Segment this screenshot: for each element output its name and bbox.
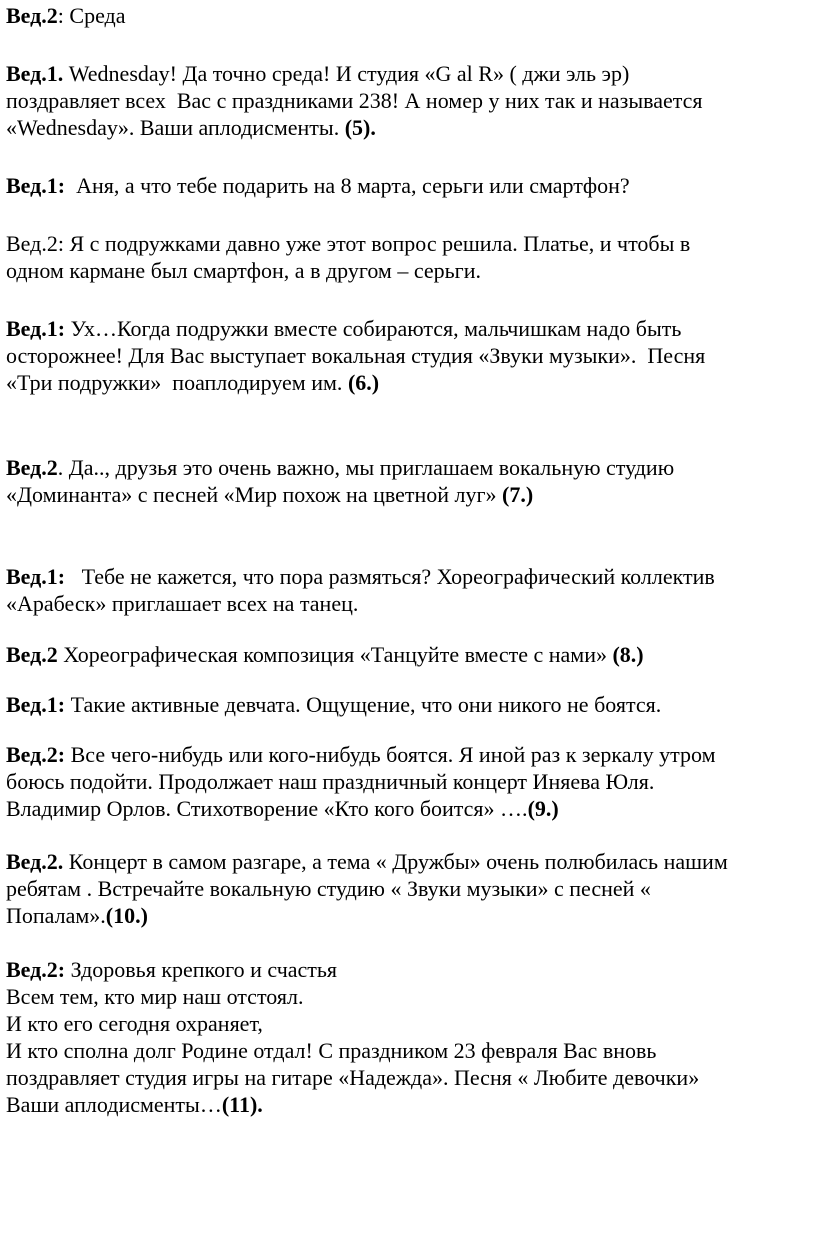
text-run: . Да.., друзья это очень важно, мы приглашаем вокальную студию (57, 455, 675, 480)
text-run: ребятам . Встречайте вокальную студию « Звуки музыки» с песней « (6, 876, 651, 901)
paragraph-1 (6, 2, 806, 29)
paragraph-9 (6, 691, 806, 718)
text-run: «Три подружки» поаплодируем им. (6, 370, 348, 395)
paragraph-7 (6, 563, 806, 617)
text-run: «Доминанта» с песней «Мир похож на цветной луг» (6, 482, 503, 507)
text-run: Всем тем, кто мир наш отстоял. (6, 984, 304, 1009)
text-run: боюсь подойти. Продолжает наш праздничный концерт Иняева Юля. (6, 769, 655, 794)
bold-text-run: Вед.1. (6, 61, 64, 86)
text-run: : Среда (57, 3, 126, 28)
text-run: Владимир Орлов. Стихотворение «Кто кого боится» …. (6, 796, 528, 821)
bold-text-run: Вед.2 (6, 3, 58, 28)
text-run: Попалам». (6, 903, 106, 928)
text-run: одном кармане был смартфон, а в другом – серьги. (6, 258, 481, 283)
bold-text-run: (7.) (502, 482, 534, 507)
paragraph-12 (6, 956, 806, 1118)
text-run: Вед.2: Я с подружками давно уже этот вопрос решила. Платье, и чтобы в (6, 231, 691, 256)
paragraph-2 (6, 60, 806, 141)
bold-text-run: Вед.2. (6, 849, 64, 874)
bold-text-run: (10.) (105, 903, 148, 928)
paragraph-10 (6, 741, 806, 822)
text-run: поздравляет всех Вас с праздниками 238! А номер у них так и называется (6, 88, 703, 113)
bold-text-run: Вед.2: (6, 957, 66, 982)
bold-text-run: (9.) (527, 796, 559, 821)
text-run: И кто его сегодня охраняет, (6, 1011, 263, 1036)
text-run: Здоровья крепкого и счастья (65, 957, 338, 982)
bold-text-run: Вед.1: (6, 692, 66, 717)
text-run: поздравляет студия игры на гитаре «Надежда». Песня « Любите девочки» (6, 1065, 700, 1090)
bold-text-run: (11). (221, 1092, 263, 1117)
text-run: «Wednesday». Ваши аплодисменты. (6, 115, 345, 140)
bold-text-run: (8.) (612, 642, 644, 667)
text-run: Все чего-нибудь или кого-нибудь боятся. Я иной раз к зеркалу утром (65, 742, 716, 767)
text-run: Ваши аплодисменты… (6, 1092, 222, 1117)
text-run: Аня, а что тебе подарить на 8 марта, серьги или смартфон? (65, 173, 630, 198)
text-run: осторожнее! Для Вас выступает вокальная студия «Звуки музыки». Песня (6, 343, 706, 368)
bold-text-run: Вед.2 (6, 455, 58, 480)
bold-text-run: Вед.1: (6, 173, 66, 198)
paragraph-8 (6, 641, 806, 668)
text-run: Концерт в самом разгаре, а тема « Дружбы» очень полюбилась нашим (63, 849, 728, 874)
text-run: «Арабеск» приглашает всех на танец. (6, 591, 359, 616)
bold-text-run: (6.) (347, 370, 380, 395)
paragraph-6 (6, 454, 806, 508)
paragraph-5 (6, 315, 806, 396)
bold-text-run: Вед.1: (6, 564, 66, 589)
paragraph-11 (6, 848, 806, 929)
text-run: Хореографическая композиция «Танцуйте вместе с нами» (57, 642, 613, 667)
text-run: Такие активные девчата. Ощущение, что они никого не боятся. (65, 692, 662, 717)
text-run: Ух…Когда подружки вместе собираются, мальчишкам надо быть (65, 316, 682, 341)
bold-text-run: Вед.2: (6, 742, 66, 767)
text-run: И кто сполна долг Родине отдал! С праздником 23 февраля Вас вновь (6, 1038, 657, 1063)
paragraph-4 (6, 230, 806, 284)
text-run: Wednesday! Да точно среда! И студия «G al R» ( джи эль эр) (63, 61, 630, 86)
bold-text-run: (5). (344, 115, 376, 140)
bold-text-run: Вед.1: (6, 316, 66, 341)
text-run: Тебе не кажется, что пора размяться? Хореографический коллектив (65, 564, 715, 589)
paragraph-3 (6, 172, 806, 199)
bold-text-run: Вед.2 (6, 642, 58, 667)
